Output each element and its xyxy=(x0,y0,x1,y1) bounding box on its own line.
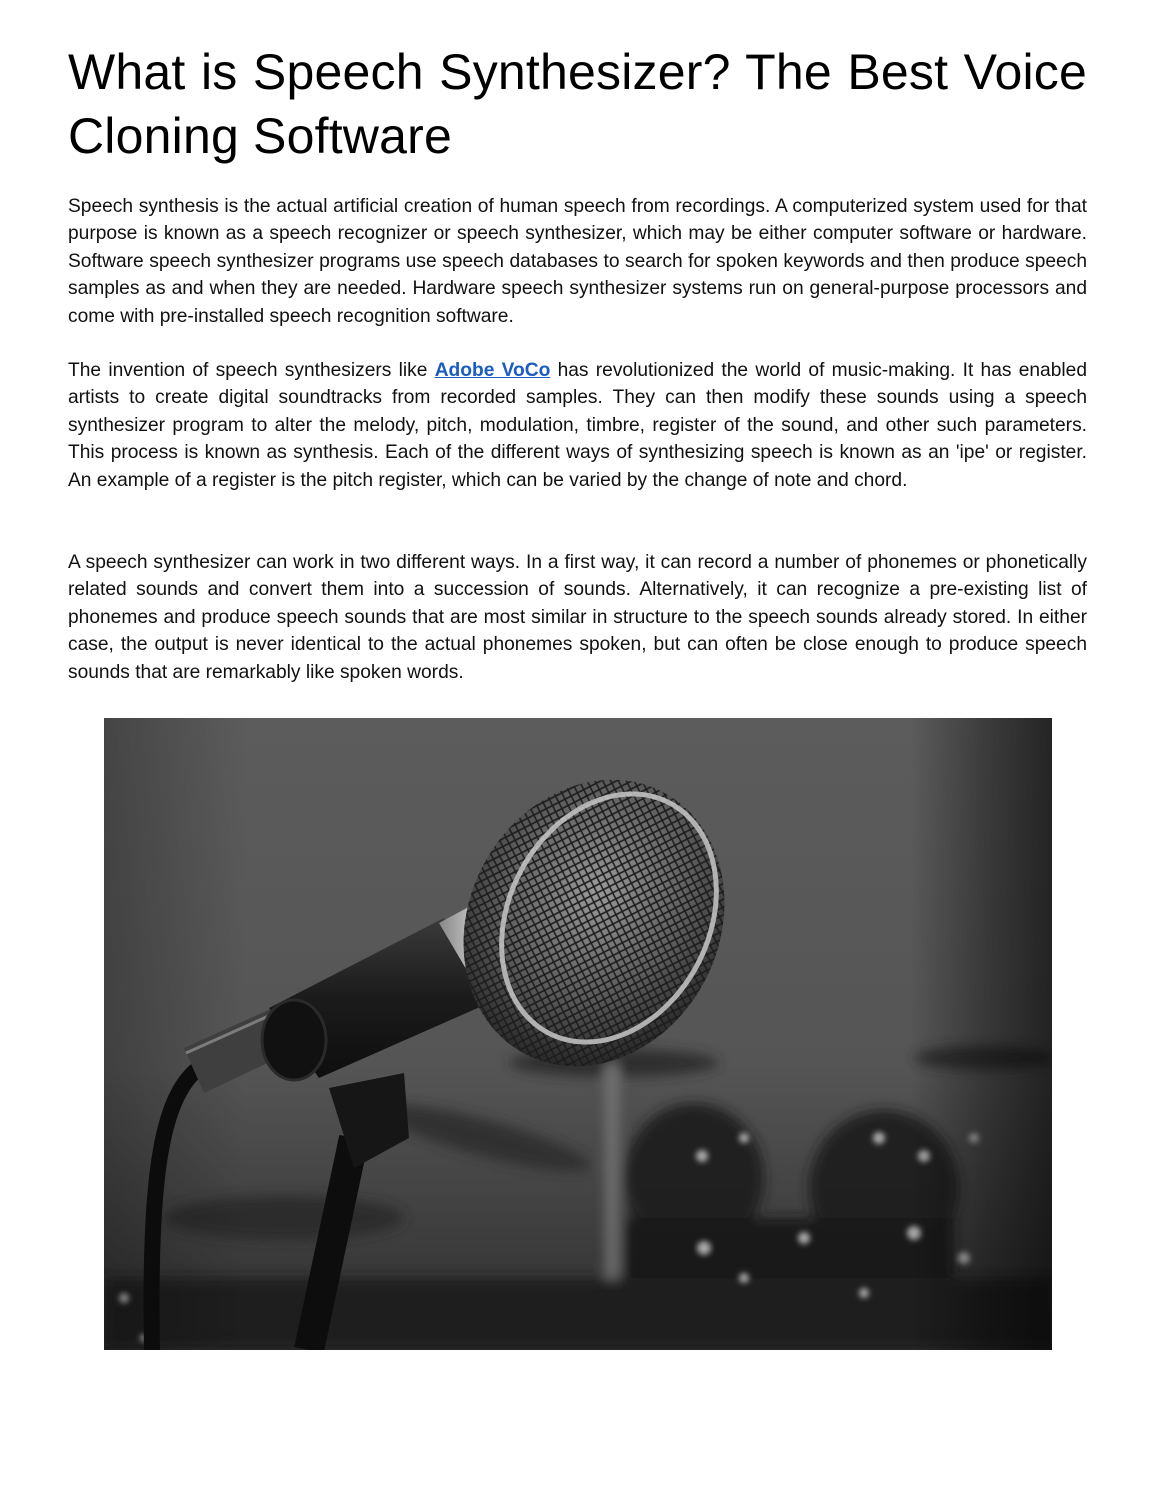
paragraph-intro: Speech synthesis is the actual artificial creation of human speech from recordings. A computerized system used for that purpose is known as a speech recognizer or speech synthesizer, which may be either computer software or hardware. Software speech synthesizer programs use speech databases to search for spoken keywords and then produce speech samples as and when they are needed. Hardware speech synthesizer systems run on general-purpose processors and come with pre-installed speech recognition software. xyxy=(68,196,1087,327)
paragraph-text-after-link: has revolutionized the world of music-making. It has enabled artists to create digital soundtracks from recorded samples. They can then modify these sounds using a speech synthesizer program to alter the melody, pitch, modulation, timbre, register of the sound, and other such parameters. This process is known as synthesis. Each of the different ways of synthesizing speech is known as an 'ipe' or register. An example of a register is the pitch register, which can be varied by the change of note and chord. xyxy=(68,360,1088,491)
microphone-image-graphic xyxy=(104,718,1052,1350)
paragraph-two-ways: A speech synthesizer can work in two different ways. In a first way, it can record a number of phonemes or phonetically related sounds and convert them into a succession of sounds. Alternatively, it can recognize a pre-existing list of phonemes and produce speech sounds that are most similar in structure to the speech sounds already stored. In either case, the output is never identical to the actual phonemes spoken, but can often be close enough to produce speech sounds that are remarkably like spoken words. xyxy=(68,552,1087,683)
adobe-voco-link[interactable]: Adobe VoCo xyxy=(434,360,551,381)
paragraph-text-before-link: The invention of speech synthesizers like xyxy=(68,360,435,381)
paragraph-invention xyxy=(68,357,1087,494)
article-title: What is Speech Synthesizer? The Best Voice Cloning Software xyxy=(68,44,1087,164)
microphone-photo xyxy=(104,718,1052,1350)
